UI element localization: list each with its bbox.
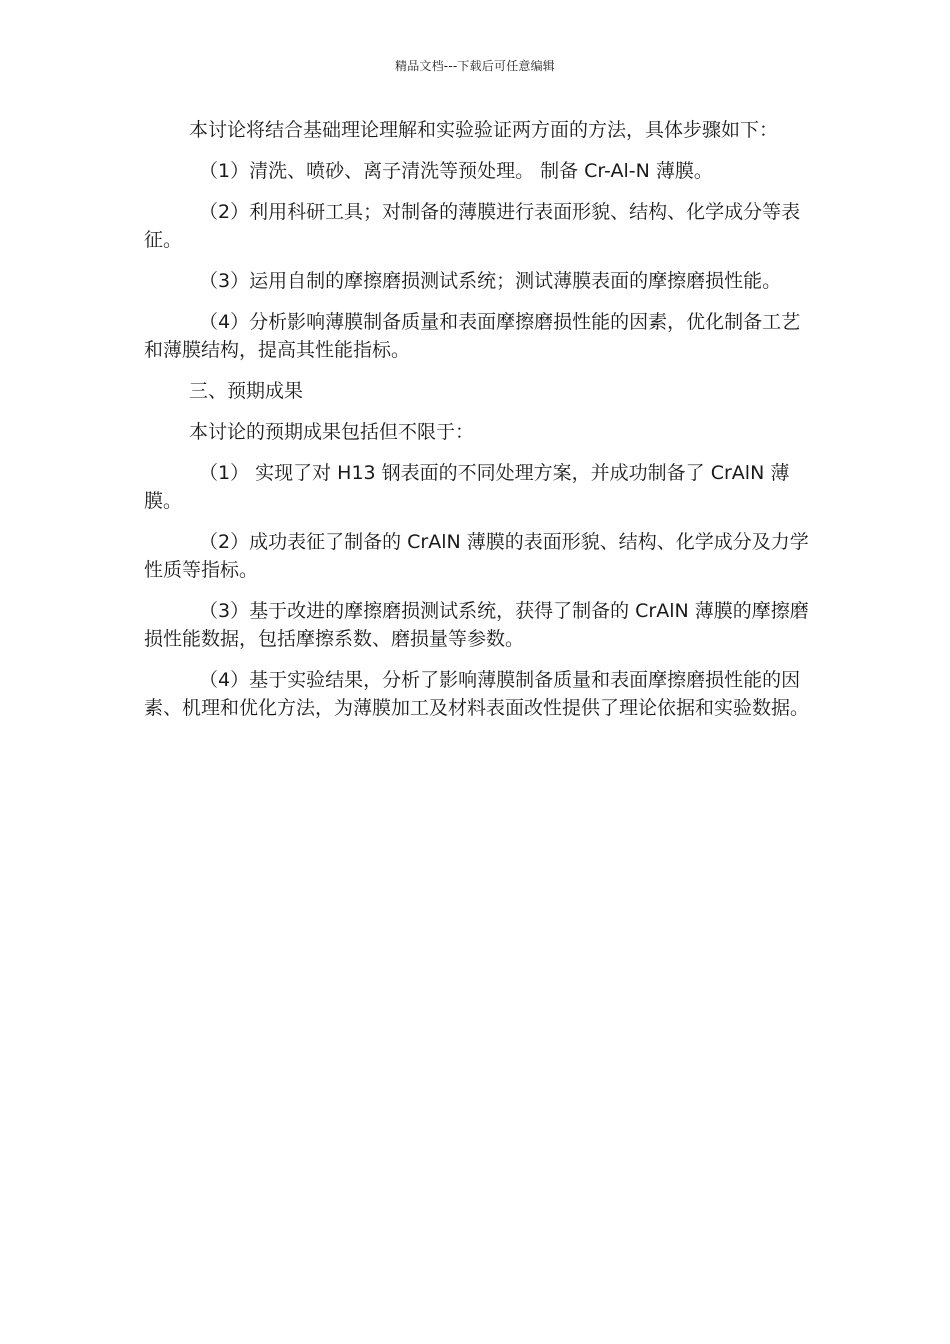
method-step-2: （2）利用科研工具；对制备的薄膜进行表面形貌、结构、化学成分等表征。 bbox=[144, 201, 801, 251]
method-step-4: （4）分析影响薄膜制备质量和表面摩擦磨损性能的因素，优化制备工艺和薄膜结构，提高其性能指标。 bbox=[144, 311, 801, 361]
method-step-1: （1）清洗、喷砂、离子清洗等预处理。 制备 Cr-Al-N 薄膜。 bbox=[199, 160, 713, 182]
page-header: 精品文档---下载后可任意编辑 bbox=[395, 59, 555, 73]
result-item-4: （4）基于实验结果，分析了影响薄膜制备质量和表面摩擦磨损性能的因素、机理和优化方法，为薄膜加工及材料表面改性提供了理论依据和实验数据。 bbox=[144, 669, 810, 719]
result-item-3: （3）基于改进的摩擦磨损测试系统，获得了制备的 CrAlN 薄膜的摩擦磨损性能数据，包括摩擦系数、磨损量等参数。 bbox=[144, 600, 809, 650]
section-heading-expected-results: 三、预期成果 bbox=[189, 380, 304, 402]
results-intro-paragraph: 本讨论的预期成果包括但不限于： bbox=[189, 421, 475, 443]
result-item-1: （1） 实现了对 H13 钢表面的不同处理方案，并成功制备了 CrAlN 薄膜。 bbox=[144, 462, 790, 512]
intro-paragraph: 本讨论将结合基础理论理解和实验验证两方面的方法，具体步骤如下： bbox=[189, 119, 779, 141]
result-item-2: （2）成功表征了制备的 CrAlN 薄膜的表面形貌、结构、化学成分及力学性质等指标。 bbox=[144, 531, 809, 581]
method-step-3: （3）运用自制的摩擦磨损测试系统；测试薄膜表面的摩擦磨损性能。 bbox=[199, 270, 782, 292]
document-body bbox=[144, 116, 816, 735]
